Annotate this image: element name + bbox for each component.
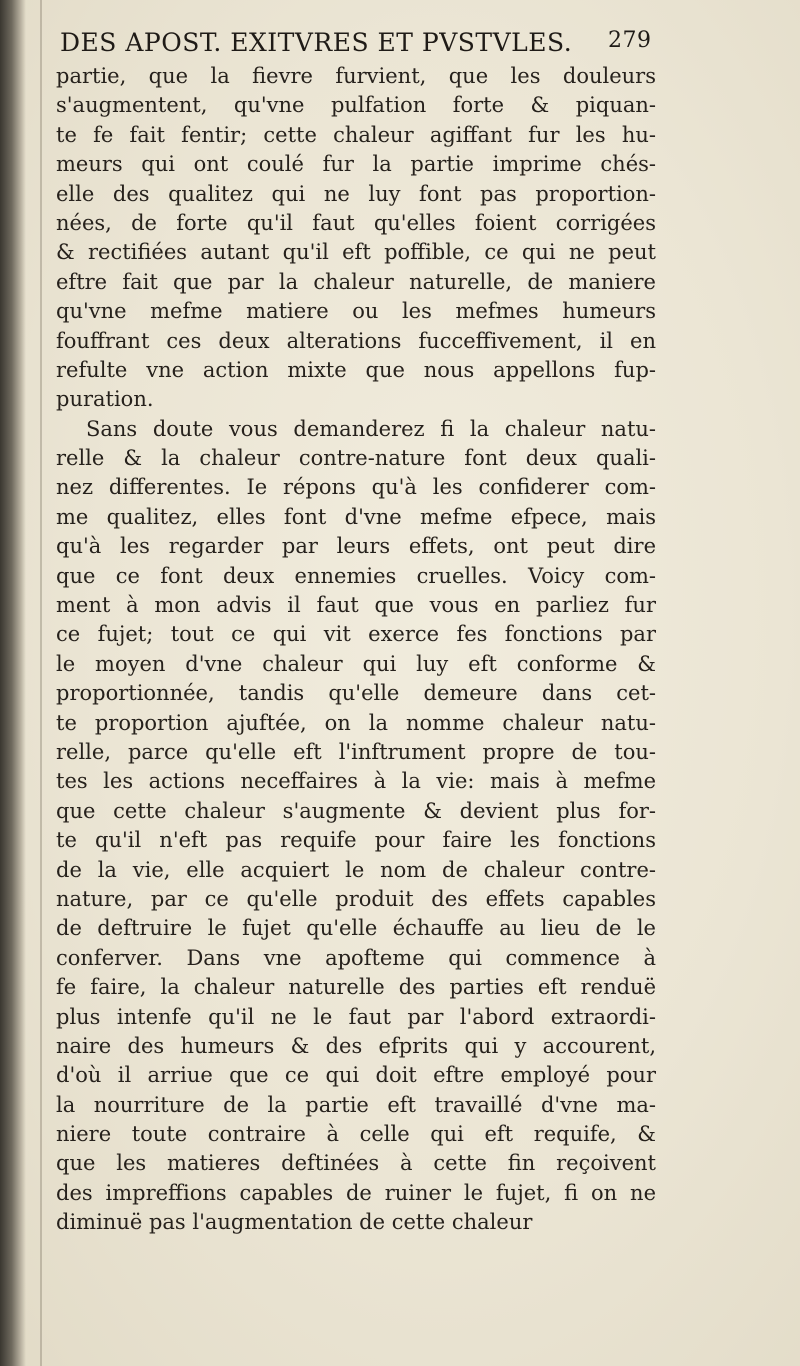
text-line: s'augmentent, qu'vne pulfation forte & piquan-: [56, 93, 656, 118]
text-line: nez differentes. Ie répons qu'à les confiderer com-: [56, 475, 656, 500]
text-line: puration.: [56, 387, 154, 412]
text-line: de la vie, elle acquiert le nom de chaleur contre-: [56, 857, 656, 882]
text-line: plus intenfe qu'il ne le faut par l'abord extraordi-: [56, 1004, 656, 1029]
text-line: la nourriture de la partie eft travaillé d'vne ma-: [56, 1092, 656, 1117]
text-line: & rectifiées autant qu'il eft poffible, ce qui ne peut: [56, 240, 656, 265]
text-line: relle & la chaleur contre-nature font deux quali-: [56, 446, 656, 471]
text-line: niere toute contraire à celle qui eft requife, &: [56, 1122, 656, 1147]
text-line: te proportion ajuftée, on la nomme chaleur natu-: [56, 710, 656, 735]
book-gutter-shadow: [0, 0, 26, 1366]
text-line: refulte vne action mixte que nous appellons fup-: [56, 357, 656, 382]
text-line: te fe fait fentir; cette chaleur agiffant fur les hu-: [56, 122, 656, 147]
text-line: d'où il arriue que ce qui doit eftre employé pour: [56, 1063, 656, 1088]
text-line: ment à mon advis il faut que vous en parliez fur: [56, 593, 656, 618]
running-head-title: DES APOST. EXITVRES ET PVSTVLES.: [60, 28, 573, 57]
text-line: relle, parce qu'elle eft l'inftrument propre de tou-: [56, 739, 656, 764]
text-line: qu'vne mefme matiere ou les mefmes humeurs: [56, 299, 656, 324]
text-line: fouffrant ces deux alterations fucceffivement, il en: [56, 328, 656, 353]
text-line: Sans doute vous demanderez fi la chaleur natu-: [86, 416, 656, 441]
text-line: nature, par ce qu'elle produit des effets capables: [56, 886, 656, 911]
text-line: elle des qualitez qui ne luy font pas proportion-: [56, 181, 656, 206]
text-line: que cette chaleur s'augmente & devient plus for-: [56, 798, 656, 823]
body-text: [56, 62, 656, 1238]
text-line: te qu'il n'eft pas requife pour faire les fonctions: [56, 828, 656, 853]
text-line: naire des humeurs & des efprits qui y accourent,: [56, 1033, 656, 1058]
text-line: conferver. Dans vne apofteme qui commence à: [56, 945, 656, 970]
text-line: ce fujet; tout ce qui vit exerce fes fonctions par: [56, 622, 656, 647]
text-line: diminuë pas l'augmentation de cette chaleur: [56, 1210, 533, 1235]
text-line: eftre fait que par la chaleur naturelle, de maniere: [56, 269, 656, 294]
text-line: que ce font deux ennemies cruelles. Voicy com-: [56, 563, 656, 588]
text-line: partie, que la fievre furvient, que les douleurs: [56, 64, 656, 88]
page-number: 279: [608, 28, 652, 53]
text-line: me qualitez, elles font d'vne mefme efpece, mais: [56, 504, 656, 529]
text-line: que les matieres deftinées à cette fin reçoivent: [56, 1151, 656, 1176]
text-line: meurs qui ont coulé fur la partie imprime chés-: [56, 152, 656, 177]
text-line: fe faire, la chaleur naturelle des parties eft renduë: [56, 975, 656, 1000]
text-line: nées, de forte qu'il faut qu'elles foient corrigées: [56, 210, 656, 235]
text-line: de deftruire le fujet qu'elle échauffe au lieu de le: [56, 916, 656, 941]
text-line: proportionnée, tandis qu'elle demeure dans cet-: [56, 681, 656, 706]
text-line: qu'à les regarder par leurs effets, ont peut dire: [56, 534, 656, 559]
gutter-fold-line: [40, 0, 42, 1366]
text-line: tes les actions neceffaires à la vie: mais à mefme: [56, 769, 656, 794]
text-line: des impreffions capables de ruiner le fujet, fi on ne: [56, 1180, 656, 1205]
text-line: le moyen d'vne chaleur qui luy eft conforme &: [56, 651, 656, 676]
